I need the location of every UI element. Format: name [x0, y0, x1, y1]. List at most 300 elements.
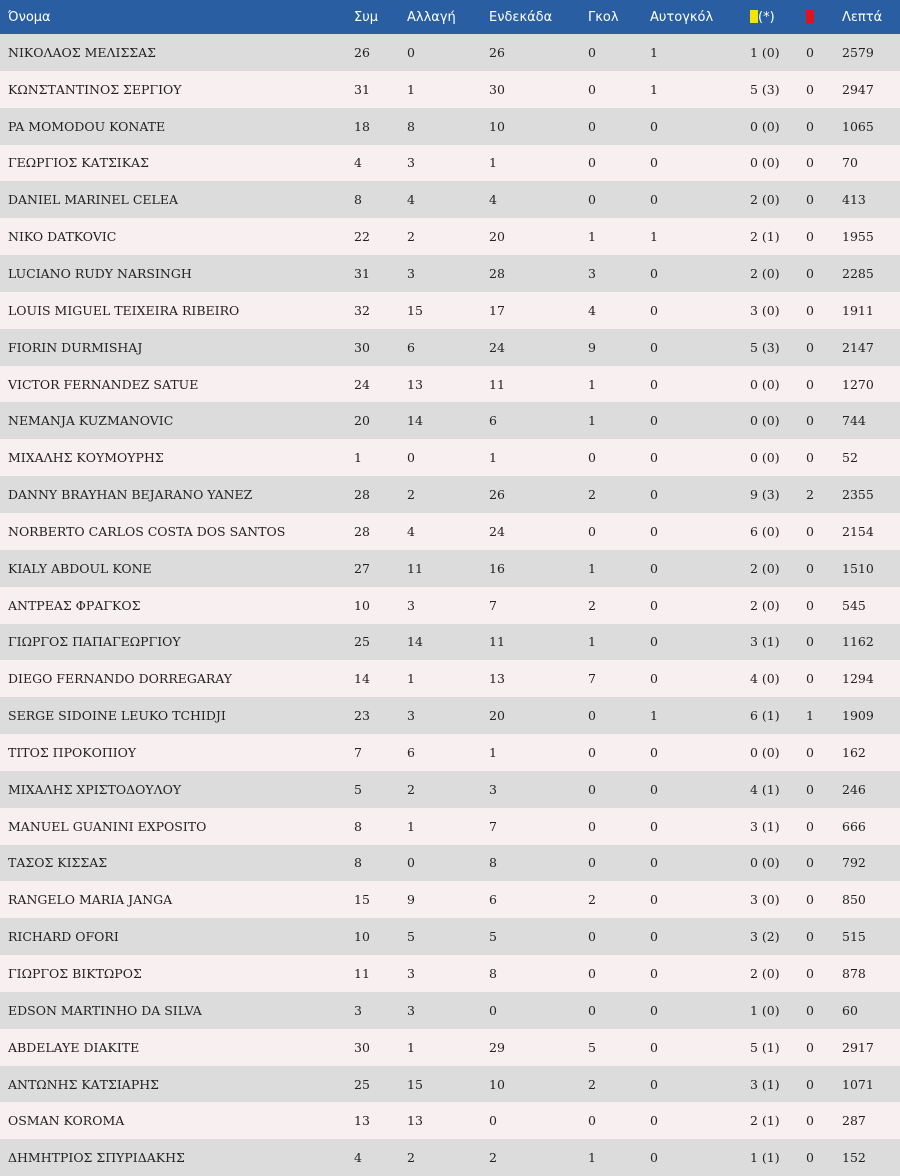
cell-substitutions: 3	[407, 708, 415, 724]
cell-own-goals: 0	[650, 1076, 658, 1092]
cell-minutes: 152	[842, 1150, 866, 1166]
cell-goals: 0	[588, 744, 596, 760]
cell-substitutions: 4	[407, 192, 415, 208]
cell-red-cards: 0	[806, 44, 814, 60]
cell-appearances: 4	[354, 1150, 362, 1166]
cell-red-cards: 0	[806, 634, 814, 650]
cell-appearances: 4	[354, 155, 362, 171]
cell-minutes: 1955	[842, 229, 874, 245]
cell-minutes: 287	[842, 1113, 866, 1129]
cell-yellow-cards: 0 (0)	[750, 155, 780, 171]
cell-red-cards: 0	[806, 966, 814, 982]
cell-appearances: 26	[354, 44, 370, 60]
cell-player-name[interactable]: ABDELAYE DIAKITE	[8, 1039, 140, 1055]
cell-red-cards: 0	[806, 1039, 814, 1055]
table-row	[0, 734, 900, 771]
cell-yellow-cards: 0 (0)	[750, 118, 780, 134]
cell-red-cards: 0	[806, 376, 814, 392]
cell-minutes: 1065	[842, 118, 874, 134]
cell-minutes: 666	[842, 818, 866, 834]
col-header-lineups[interactable]: Ενδεκάδα	[489, 9, 553, 25]
cell-goals: 0	[588, 523, 596, 539]
cell-appearances: 8	[354, 855, 362, 871]
cell-minutes: 70	[842, 155, 858, 171]
cell-own-goals: 0	[650, 1039, 658, 1055]
table-row	[0, 587, 900, 624]
cell-lineups: 2	[489, 1150, 497, 1166]
cell-player-name[interactable]: ΤΙΤΟΣ ΠΡΟΚΟΠΙΟΥ	[8, 744, 137, 760]
cell-minutes: 1510	[842, 560, 874, 576]
cell-goals: 0	[588, 855, 596, 871]
table-row	[0, 955, 900, 992]
table-row	[0, 771, 900, 808]
cell-appearances: 10	[354, 929, 370, 945]
cell-minutes: 850	[842, 892, 866, 908]
cell-goals: 1	[588, 229, 596, 245]
cell-player-name[interactable]: ΔΗΜΗΤΡΙΟΣ ΣΠΥΡΙΔΑΚΗΣ	[8, 1150, 185, 1166]
cell-own-goals: 0	[650, 892, 658, 908]
cell-lineups: 1	[489, 155, 497, 171]
cell-goals: 9	[588, 339, 596, 355]
cell-goals: 1	[588, 413, 596, 429]
cell-player-name[interactable]: ΜΙΧΑΛΗΣ ΚΟΥΜΟΥΡΗΣ	[8, 450, 164, 466]
cell-goals: 0	[588, 818, 596, 834]
cell-red-cards: 0	[806, 929, 814, 945]
cell-substitutions: 3	[407, 966, 415, 982]
cell-substitutions: 11	[407, 560, 423, 576]
cell-lineups: 0	[489, 1002, 497, 1018]
cell-yellow-cards: 0 (0)	[750, 855, 780, 871]
cell-player-name[interactable]: LUCIANO RUDY NARSINGH	[8, 265, 192, 281]
col-header-minutes[interactable]: Λεπτά	[842, 9, 883, 25]
cell-appearances: 18	[354, 118, 370, 134]
cell-player-name[interactable]: LOUIS MIGUEL TEIXEIRA RIBEIRO	[8, 302, 240, 318]
cell-minutes: 2917	[842, 1039, 874, 1055]
cell-red-cards: 0	[806, 1002, 814, 1018]
cell-substitutions: 2	[407, 487, 415, 503]
cell-player-name[interactable]: ΑΝΤΡΕΑΣ ΦΡΑΓΚΟΣ	[8, 597, 141, 613]
cell-substitutions: 8	[407, 118, 415, 134]
cell-lineups: 7	[489, 818, 497, 834]
cell-player-name[interactable]: KIALY ABDOUL KONE	[8, 560, 152, 576]
cell-appearances: 14	[354, 671, 370, 687]
cell-red-cards: 0	[806, 892, 814, 908]
cell-own-goals: 1	[650, 81, 658, 97]
cell-goals: 7	[588, 671, 596, 687]
table-row	[0, 329, 900, 366]
cell-goals: 4	[588, 302, 596, 318]
cell-substitutions: 15	[407, 302, 423, 318]
cell-substitutions: 14	[407, 413, 423, 429]
cell-goals: 0	[588, 118, 596, 134]
cell-appearances: 1	[354, 450, 362, 466]
cell-lineups: 26	[489, 487, 505, 503]
cell-player-name[interactable]: DANNY BRAYHAN BEJARANO YANEZ	[8, 487, 253, 503]
cell-appearances: 31	[354, 265, 370, 281]
cell-goals: 0	[588, 44, 596, 60]
cell-appearances: 22	[354, 229, 370, 245]
cell-lineups: 7	[489, 597, 497, 613]
cell-appearances: 11	[354, 966, 370, 982]
cell-yellow-cards: 0 (0)	[750, 413, 780, 429]
cell-minutes: 60	[842, 1002, 858, 1018]
cell-player-name[interactable]: ΓΕΩΡΓΙΟΣ ΚΑΤΣΙΚΑΣ	[8, 155, 149, 171]
cell-substitutions: 1	[407, 671, 415, 687]
cell-own-goals: 0	[650, 339, 658, 355]
cell-minutes: 2579	[842, 44, 874, 60]
cell-lineups: 6	[489, 892, 497, 908]
col-header-subs[interactable]: Αλλαγή	[407, 9, 456, 25]
table-row	[0, 366, 900, 403]
cell-own-goals: 0	[650, 1002, 658, 1018]
table-row	[0, 292, 900, 329]
cell-substitutions: 0	[407, 44, 415, 60]
cell-own-goals: 0	[650, 450, 658, 466]
cell-yellow-cards: 2 (0)	[750, 966, 780, 982]
cell-own-goals: 0	[650, 155, 658, 171]
cell-own-goals: 0	[650, 192, 658, 208]
cell-red-cards: 0	[806, 818, 814, 834]
cell-appearances: 8	[354, 192, 362, 208]
cell-yellow-cards: 1 (1)	[750, 1150, 780, 1166]
col-header-goals[interactable]: Γκολ	[588, 9, 619, 25]
cell-red-cards: 0	[806, 339, 814, 355]
table-body	[0, 34, 900, 1176]
cell-minutes: 1909	[842, 708, 874, 724]
cell-red-cards: 0	[806, 265, 814, 281]
cell-goals: 0	[588, 155, 596, 171]
cell-player-name[interactable]: DANIEL MARINEL CELEA	[8, 192, 178, 208]
table-row	[0, 881, 900, 918]
cell-own-goals: 0	[650, 744, 658, 760]
cell-own-goals: 0	[650, 966, 658, 982]
cell-player-name[interactable]: ΝΙΚΟΛΑΟΣ ΜΕΛΙΣΣΑΣ	[8, 44, 157, 60]
cell-lineups: 4	[489, 192, 497, 208]
cell-goals: 1	[588, 634, 596, 650]
cell-lineups: 8	[489, 855, 497, 871]
cell-player-name[interactable]: FIORIN DURMISHAJ	[8, 339, 143, 355]
cell-player-name[interactable]: MANUEL GUANINI EXPOSITO	[8, 818, 207, 834]
cell-red-cards: 0	[806, 413, 814, 429]
cell-lineups: 11	[489, 634, 505, 650]
cell-yellow-cards: 3 (0)	[750, 892, 780, 908]
cell-substitutions: 2	[407, 229, 415, 245]
cell-own-goals: 1	[650, 44, 658, 60]
table-row	[0, 624, 900, 661]
cell-substitutions: 6	[407, 744, 415, 760]
cell-substitutions: 0	[407, 450, 415, 466]
cell-red-cards: 0	[806, 118, 814, 134]
cell-own-goals: 0	[650, 265, 658, 281]
table-row	[0, 918, 900, 955]
cell-yellow-cards: 6 (1)	[750, 708, 780, 724]
cell-player-name[interactable]: ΑΝΤΩΝΗΣ ΚΑΤΣΙΑΡΗΣ	[8, 1076, 159, 1092]
cell-lineups: 24	[489, 523, 505, 539]
table-row	[0, 402, 900, 439]
cell-minutes: 162	[842, 744, 866, 760]
cell-goals: 0	[588, 1113, 596, 1129]
cell-red-cards: 0	[806, 523, 814, 539]
cell-red-cards: 0	[806, 1113, 814, 1129]
cell-lineups: 13	[489, 671, 505, 687]
cell-appearances: 5	[354, 781, 362, 797]
table-row	[0, 1139, 900, 1176]
table-row	[0, 1029, 900, 1066]
cell-player-name[interactable]: ΓΙΩΡΓΟΣ ΒΙΚΤΩΡΟΣ	[8, 966, 142, 982]
table-row	[0, 255, 900, 292]
table-row	[0, 697, 900, 734]
cell-player-name[interactable]: VICTOR FERNANDEZ SATUE	[8, 376, 199, 392]
table-row	[0, 992, 900, 1029]
cell-substitutions: 5	[407, 929, 415, 945]
col-header-name[interactable]: Όνομα	[8, 9, 51, 25]
cell-player-name[interactable]: NEMANJA KUZMANOVIC	[8, 413, 174, 429]
cell-yellow-cards: 2 (1)	[750, 229, 780, 245]
cell-player-name[interactable]: ΚΩΝΣΤΑΝΤΙΝΟΣ ΣΕΡΓΙΟΥ	[8, 81, 182, 97]
cell-substitutions: 0	[407, 855, 415, 871]
cell-appearances: 25	[354, 634, 370, 650]
cell-own-goals: 0	[650, 818, 658, 834]
cell-player-name[interactable]: PA MOMODOU KONATE	[8, 118, 166, 134]
cell-player-name[interactable]: NORBERTO CARLOS COSTA DOS SANTOS	[8, 523, 286, 539]
cell-yellow-cards: 0 (0)	[750, 744, 780, 760]
cell-lineups: 28	[489, 265, 505, 281]
table-row	[0, 1102, 900, 1139]
cell-own-goals: 0	[650, 1150, 658, 1166]
cell-substitutions: 3	[407, 155, 415, 171]
cell-lineups: 5	[489, 929, 497, 945]
cell-minutes: 2355	[842, 487, 874, 503]
table-row	[0, 181, 900, 218]
cell-appearances: 13	[354, 1113, 370, 1129]
cell-player-name[interactable]: RANGELO MARIA JANGA	[8, 892, 173, 908]
cell-appearances: 20	[354, 413, 370, 429]
cell-player-name[interactable]: ΤΑΣΟΣ ΚΙΣΣΑΣ	[8, 855, 108, 871]
cell-red-cards: 0	[806, 1076, 814, 1092]
cell-red-cards: 0	[806, 81, 814, 97]
cell-goals: 1	[588, 560, 596, 576]
table-row	[0, 218, 900, 255]
cell-own-goals: 0	[650, 597, 658, 613]
cell-minutes: 2285	[842, 265, 874, 281]
cell-player-name[interactable]: NIKO DATKOVIC	[8, 229, 117, 245]
cell-player-name[interactable]: OSMAN KOROMA	[8, 1113, 125, 1129]
cell-yellow-cards: 9 (3)	[750, 487, 780, 503]
cell-minutes: 878	[842, 966, 866, 982]
cell-goals: 0	[588, 708, 596, 724]
cell-goals: 2	[588, 1076, 596, 1092]
cell-yellow-cards: 2 (0)	[750, 560, 780, 576]
cell-lineups: 10	[489, 118, 505, 134]
col-header-red[interactable]	[806, 0, 842, 34]
cell-goals: 0	[588, 929, 596, 945]
table-row	[0, 845, 900, 882]
cell-goals: 5	[588, 1039, 596, 1055]
cell-yellow-cards: 3 (2)	[750, 929, 780, 945]
cell-own-goals: 0	[650, 376, 658, 392]
cell-appearances: 15	[354, 892, 370, 908]
cell-substitutions: 4	[407, 523, 415, 539]
table-row	[0, 71, 900, 108]
cell-red-cards: 0	[806, 855, 814, 871]
cell-player-name[interactable]: SERGE SIDOINE LEUKO TCHIDJI	[8, 708, 226, 724]
cell-substitutions: 9	[407, 892, 415, 908]
cell-yellow-cards: 1 (0)	[750, 1002, 780, 1018]
col-header-apps[interactable]: Συμ	[354, 9, 379, 25]
cell-substitutions: 13	[407, 376, 423, 392]
cell-goals: 0	[588, 781, 596, 797]
cell-own-goals: 0	[650, 560, 658, 576]
red-card-icon	[806, 10, 814, 23]
cell-red-cards: 0	[806, 781, 814, 797]
cell-lineups: 17	[489, 302, 505, 318]
cell-minutes: 744	[842, 413, 866, 429]
cell-red-cards: 1	[806, 708, 814, 724]
cell-player-name[interactable]: ΓΙΩΡΓΟΣ ΠΑΠΑΓΕΩΡΓΙΟΥ	[8, 634, 181, 650]
cell-goals: 0	[588, 966, 596, 982]
cell-red-cards: 0	[806, 229, 814, 245]
cell-red-cards: 0	[806, 671, 814, 687]
cell-minutes: 1911	[842, 302, 874, 318]
cell-minutes: 246	[842, 781, 866, 797]
cell-goals: 2	[588, 597, 596, 613]
cell-lineups: 0	[489, 1113, 497, 1129]
cell-appearances: 30	[354, 339, 370, 355]
yellow-header-suffix: (*)	[758, 9, 775, 25]
cell-red-cards: 2	[806, 487, 814, 503]
cell-substitutions: 3	[407, 265, 415, 281]
cell-goals: 3	[588, 265, 596, 281]
cell-yellow-cards: 5 (3)	[750, 339, 780, 355]
cell-appearances: 30	[354, 1039, 370, 1055]
cell-substitutions: 1	[407, 818, 415, 834]
cell-own-goals: 0	[650, 671, 658, 687]
header-row	[0, 0, 900, 34]
cell-appearances: 24	[354, 376, 370, 392]
cell-goals: 2	[588, 487, 596, 503]
cell-own-goals: 0	[650, 1113, 658, 1129]
table-row	[0, 808, 900, 845]
cell-appearances: 7	[354, 744, 362, 760]
cell-player-name[interactable]: DIEGO FERNANDO DORREGARAY	[8, 671, 233, 687]
cell-appearances: 28	[354, 487, 370, 503]
cell-minutes: 1270	[842, 376, 874, 392]
cell-yellow-cards: 2 (1)	[750, 1113, 780, 1129]
cell-appearances: 27	[354, 560, 370, 576]
cell-lineups: 30	[489, 81, 505, 97]
table-row	[0, 34, 900, 71]
cell-own-goals: 0	[650, 929, 658, 945]
cell-goals: 0	[588, 1002, 596, 1018]
cell-minutes: 545	[842, 597, 866, 613]
cell-own-goals: 0	[650, 487, 658, 503]
cell-lineups: 29	[489, 1039, 505, 1055]
cell-lineups: 6	[489, 413, 497, 429]
cell-minutes: 792	[842, 855, 866, 871]
cell-own-goals: 0	[650, 523, 658, 539]
cell-red-cards: 0	[806, 597, 814, 613]
cell-substitutions: 2	[407, 1150, 415, 1166]
cell-substitutions: 13	[407, 1113, 423, 1129]
cell-own-goals: 0	[650, 634, 658, 650]
cell-appearances: 25	[354, 1076, 370, 1092]
cell-appearances: 23	[354, 708, 370, 724]
table-row	[0, 660, 900, 697]
cell-substitutions: 1	[407, 81, 415, 97]
cell-yellow-cards: 5 (1)	[750, 1039, 780, 1055]
cell-appearances: 3	[354, 1002, 362, 1018]
yellow-card-icon	[750, 10, 758, 23]
cell-lineups: 16	[489, 560, 505, 576]
cell-red-cards: 0	[806, 302, 814, 318]
cell-lineups: 8	[489, 966, 497, 982]
cell-minutes: 413	[842, 192, 866, 208]
cell-lineups: 10	[489, 1076, 505, 1092]
cell-yellow-cards: 3 (1)	[750, 1076, 780, 1092]
cell-player-name[interactable]: EDSON MARTINHO DA SILVA	[8, 1002, 202, 1018]
cell-appearances: 28	[354, 523, 370, 539]
cell-lineups: 11	[489, 376, 505, 392]
cell-lineups: 1	[489, 450, 497, 466]
cell-own-goals: 0	[650, 302, 658, 318]
cell-appearances: 10	[354, 597, 370, 613]
table-row	[0, 145, 900, 182]
cell-yellow-cards: 2 (0)	[750, 192, 780, 208]
cell-lineups: 20	[489, 708, 505, 724]
col-header-yellow[interactable]	[750, 0, 806, 34]
cell-red-cards: 0	[806, 192, 814, 208]
cell-lineups: 20	[489, 229, 505, 245]
cell-goals: 0	[588, 81, 596, 97]
col-header-own-goals[interactable]: Αυτογκόλ	[650, 9, 714, 25]
table-row	[0, 108, 900, 145]
cell-red-cards: 0	[806, 1150, 814, 1166]
cell-lineups: 1	[489, 744, 497, 760]
cell-minutes: 2154	[842, 523, 874, 539]
cell-goals: 0	[588, 450, 596, 466]
cell-lineups: 26	[489, 44, 505, 60]
cell-player-name[interactable]: RICHARD OFORI	[8, 929, 119, 945]
cell-own-goals: 1	[650, 229, 658, 245]
cell-own-goals: 0	[650, 118, 658, 134]
cell-own-goals: 1	[650, 708, 658, 724]
table-header	[0, 0, 900, 34]
cell-own-goals: 0	[650, 413, 658, 429]
cell-goals: 1	[588, 376, 596, 392]
cell-yellow-cards: 0 (0)	[750, 376, 780, 392]
cell-yellow-cards: 5 (3)	[750, 81, 780, 97]
cell-minutes: 1162	[842, 634, 874, 650]
cell-player-name[interactable]: ΜΙΧΑΛΗΣ ΧΡΙΣΤΟΔΟΥΛΟΥ	[8, 781, 182, 797]
cell-appearances: 8	[354, 818, 362, 834]
cell-goals: 1	[588, 1150, 596, 1166]
cell-goals: 2	[588, 892, 596, 908]
cell-goals: 0	[588, 192, 596, 208]
cell-minutes: 1071	[842, 1076, 874, 1092]
cell-minutes: 2147	[842, 339, 874, 355]
table-row	[0, 1066, 900, 1103]
cell-minutes: 515	[842, 929, 866, 945]
table-row	[0, 439, 900, 476]
cell-minutes: 1294	[842, 671, 874, 687]
cell-substitutions: 2	[407, 781, 415, 797]
cell-substitutions: 3	[407, 597, 415, 613]
cell-yellow-cards: 3 (1)	[750, 634, 780, 650]
cell-appearances: 31	[354, 81, 370, 97]
table-row	[0, 513, 900, 550]
cell-substitutions: 1	[407, 1039, 415, 1055]
cell-red-cards: 0	[806, 560, 814, 576]
